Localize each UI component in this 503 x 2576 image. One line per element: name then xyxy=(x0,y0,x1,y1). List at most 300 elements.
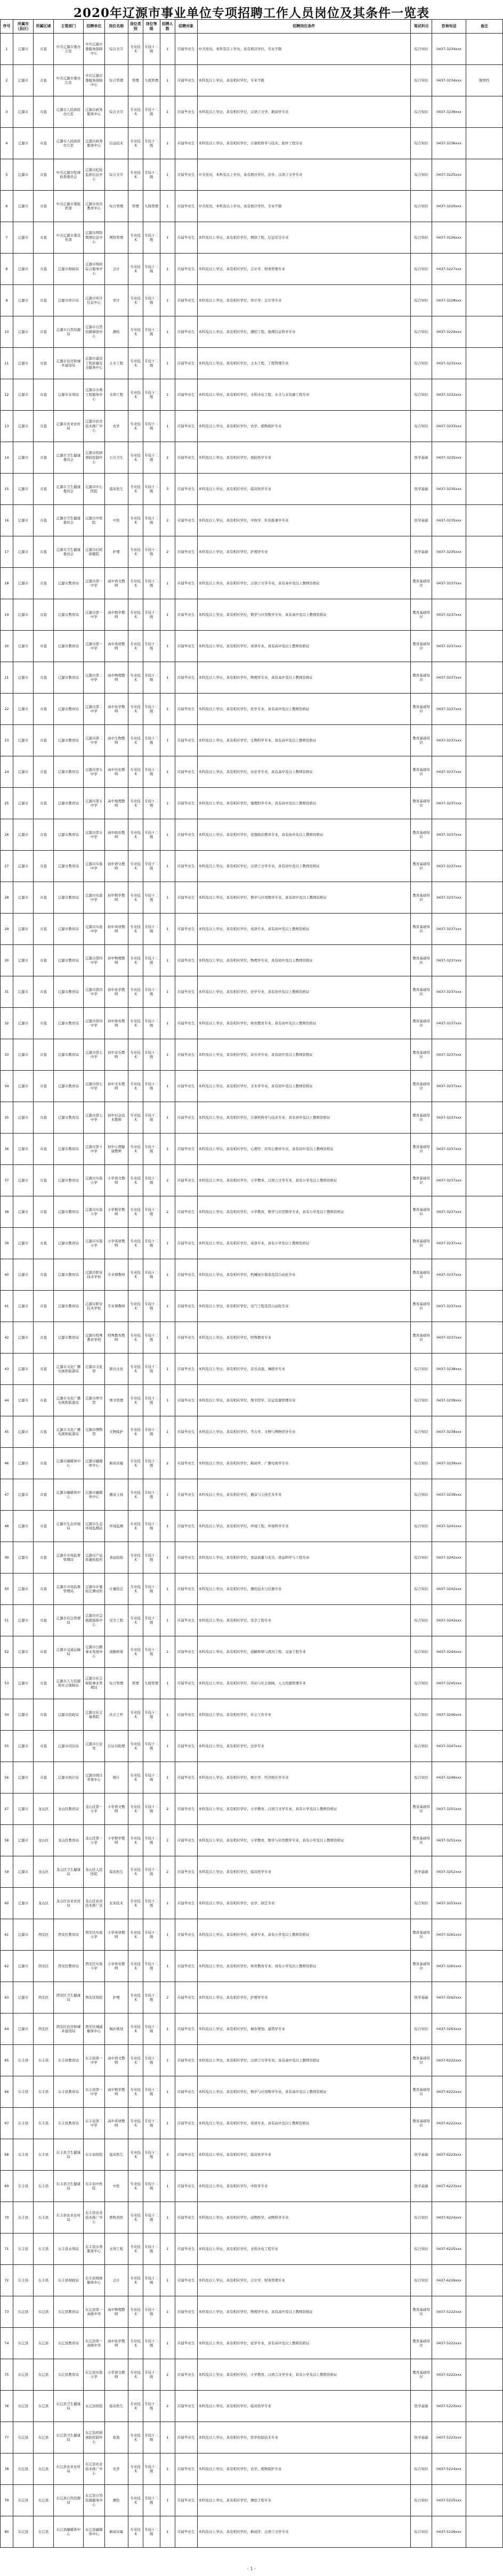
cell-city: 辽源市 xyxy=(13,222,34,253)
cell-area: 市直 xyxy=(34,1165,54,1196)
cell-unit: 辽源市实验小学 xyxy=(84,1165,105,1196)
cell-exam-subject: 教育基础知识 xyxy=(411,1071,432,1102)
cell-phone: 0437-3253xxx xyxy=(432,1888,466,1919)
cell-target: 应届毕业生 xyxy=(175,1039,198,1070)
cell-exam-subject: 教育基础知识 xyxy=(411,662,432,693)
cell-serial: 35 xyxy=(1,1102,13,1133)
cell-remark xyxy=(466,1228,503,1259)
cell-requirements: 中共党员，本科及以上学历，具有相应学位，专业不限 xyxy=(198,34,411,64)
cell-serial: 34 xyxy=(1,1071,13,1102)
cell-category: 专业技术 xyxy=(128,1982,143,2013)
cell-level: 专技十二级 xyxy=(143,316,160,347)
cell-city: 辽源市 xyxy=(13,568,34,599)
cell-phone: 0437-3235xxx xyxy=(432,505,466,536)
cell-requirements: 本科及以上学历，具有相应学位，心理学、应用心理学专业，具有初中及以上教师资格证 xyxy=(198,1134,411,1164)
cell-level: 专技十二级 xyxy=(143,2296,160,2327)
cell-phone: 0437-3236xxx xyxy=(432,128,466,159)
cell-requirements: 本科及以上学历，具有相应学位，汉语言文学、新闻学专业 xyxy=(198,96,411,127)
cell-requirements: 本科及以上学历，具有相应学位，英语专业，具有初中及以上教师资格证 xyxy=(198,914,411,944)
cell-exam-subject: 综合知识 xyxy=(411,1511,432,1542)
cell-department: 辽源市统计局 xyxy=(54,1762,84,1793)
cell-target: 应届毕业生 xyxy=(175,1699,198,1730)
table-row xyxy=(1,159,503,191)
cell-category: 专业技术 xyxy=(128,1448,143,1479)
cell-unit: 辽源市实验小学 xyxy=(84,1228,105,1259)
cell-exam-subject: 综合知识 xyxy=(411,2485,432,2516)
cell-category: 专业技术 xyxy=(128,285,143,316)
cell-exam-subject: 教育基础知识 xyxy=(411,1102,432,1133)
cell-count: 1 xyxy=(160,1605,175,1636)
cell-requirements: 本科及以上学历，具有相应学位，农学、植物保护专业 xyxy=(198,2453,411,2484)
cell-phone: 0437-3261xxx xyxy=(432,1951,466,1982)
cell-post: 初中化学教师 xyxy=(105,976,128,1007)
cell-count: 1 xyxy=(160,1102,175,1133)
cell-phone: 0437-6226xxx xyxy=(432,2265,466,2296)
table-row xyxy=(1,599,503,631)
cell-remark xyxy=(466,1668,503,1699)
cell-area: 市直 xyxy=(34,1762,54,1793)
cell-count: 1 xyxy=(160,1259,175,1290)
cell-target: 应届毕业生 xyxy=(175,2485,198,2516)
cell-remark xyxy=(466,1825,503,1856)
cell-post: 农业技术 xyxy=(105,1888,128,1919)
cell-target: 应届毕业生 xyxy=(175,1291,198,1322)
cell-count: 1 xyxy=(160,1574,175,1604)
cell-unit: 西安区医院 xyxy=(84,1982,105,2013)
cell-exam-subject: 综合知识 xyxy=(411,1605,432,1636)
cell-post: 高中政治教师 xyxy=(105,819,128,850)
cell-phone: 0437-6223xxx xyxy=(432,2139,466,2170)
table-row xyxy=(1,505,503,536)
cell-city: 辽源市 xyxy=(13,1825,34,1856)
cell-serial: 37 xyxy=(1,1165,13,1196)
cell-exam-subject: 综合知识 xyxy=(411,1762,432,1793)
cell-requirements: 中共党员，本科及以上学历，具有相应学位，法学、汉语言文学专业 xyxy=(198,159,411,190)
header-post: 岗位名称 xyxy=(105,20,128,33)
cell-remark xyxy=(466,1511,503,1542)
cell-count: 1 xyxy=(160,1291,175,1322)
cell-department: 辽源市教育局 xyxy=(54,1039,84,1070)
cell-area: 市直 xyxy=(34,1322,54,1353)
cell-unit: 辽源市实验中学 xyxy=(84,882,105,913)
cell-remark xyxy=(466,316,503,347)
cell-phone: 0437-3241xxx xyxy=(432,1511,466,1542)
cell-target: 应届毕业生 xyxy=(175,1134,198,1164)
cell-target: 应届毕业生 xyxy=(175,1322,198,1353)
cell-remark xyxy=(466,128,503,159)
cell-department: 辽源市教育局 xyxy=(54,631,84,662)
cell-category: 专业技术 xyxy=(128,1511,143,1542)
cell-requirements: 本科及以上学历，具有相应学位，小学教育、数学与应用数学专业，具有小学及以上教师资格证 xyxy=(198,1825,411,1856)
cell-unit: 西安区实验小学 xyxy=(84,1951,105,1982)
cell-post: 初中语文教师 xyxy=(105,851,128,882)
cell-category: 专业技术 xyxy=(128,1574,143,1604)
cell-phone: 0437-3237xxx xyxy=(432,631,466,662)
cell-department: 辽源市教育局 xyxy=(54,1134,84,1164)
cell-level: 九级管理 xyxy=(143,65,160,96)
cell-department: 龙山区农业农村局 xyxy=(54,1888,84,1919)
cell-serial: 67 xyxy=(1,2108,13,2139)
cell-post: 高中英语教师 xyxy=(105,2108,128,2139)
cell-target: 应届毕业生 xyxy=(175,694,198,724)
cell-area: 西安区 xyxy=(34,2013,54,2044)
cell-serial: 48 xyxy=(1,1511,13,1542)
cell-target: 应届毕业生 xyxy=(175,756,198,787)
table-row xyxy=(1,694,503,725)
table-row xyxy=(1,1071,503,1102)
cell-city: 东丰县 xyxy=(13,2202,34,2233)
cell-category: 专业技术 xyxy=(128,2233,143,2264)
cell-department: 辽源市市场监督管理局 xyxy=(54,1574,84,1604)
cell-unit: 龙山区农业技术推广站 xyxy=(84,1888,105,1919)
cell-unit: 辽源市公路事业发展中心 xyxy=(84,1636,105,1667)
cell-unit: 辽源市水利工程服务中心 xyxy=(84,379,105,410)
cell-unit: 辽源市第五中学 xyxy=(84,788,105,819)
cell-category: 专业技术 xyxy=(128,1731,143,1762)
table-row xyxy=(1,851,503,882)
cell-target: 应届毕业生 xyxy=(175,1071,198,1102)
cell-city: 辽源市 xyxy=(13,1636,34,1667)
cell-phone: 0437-3235xxx xyxy=(432,536,466,567)
cell-level: 专技十二级 xyxy=(143,1322,160,1353)
cell-remark xyxy=(466,34,503,64)
cell-serial: 66 xyxy=(1,2076,13,2107)
cell-remark xyxy=(466,819,503,850)
cell-unit: 辽源市第五中学 xyxy=(84,819,105,850)
table-row xyxy=(1,976,503,1008)
cell-level: 专技十二级 xyxy=(143,2453,160,2484)
cell-department: 西安区教育局 xyxy=(54,1951,84,1982)
cell-unit: 辽源市文化馆 xyxy=(84,1354,105,1384)
cell-count: 1 xyxy=(160,694,175,724)
cell-requirements: 本科及以上学历，具有相应学位，数学与应用数学专业，具有高中及以上教师资格证 xyxy=(198,2076,411,2107)
cell-level: 专技十二级 xyxy=(143,1825,160,1856)
cell-phone: 0437-3237xxx xyxy=(432,1322,466,1353)
cell-serial: 43 xyxy=(1,1354,13,1384)
cell-level: 九级管理 xyxy=(143,191,160,222)
cell-category: 专业技术 xyxy=(128,1416,143,1447)
cell-level: 专技十二级 xyxy=(143,474,160,504)
cell-count: 1 xyxy=(160,1762,175,1793)
table-row xyxy=(1,1605,503,1636)
cell-count: 1 xyxy=(160,411,175,442)
table-row xyxy=(1,2076,503,2108)
cell-department: 辽源市人民政府办公室 xyxy=(54,96,84,127)
cell-unit: 辽源市融媒体中心 xyxy=(84,1448,105,1479)
cell-phone: 0437-3237xxx xyxy=(432,1196,466,1227)
cell-remark xyxy=(466,379,503,410)
cell-post: 检验 xyxy=(105,2422,128,2453)
cell-exam-subject: 教育基础知识 xyxy=(411,2359,432,2390)
cell-post: 高中历史教师 xyxy=(105,756,128,787)
cell-area: 市直 xyxy=(34,1416,54,1447)
table-row xyxy=(1,379,503,411)
cell-area: 西安区 xyxy=(34,1919,54,1950)
cell-phone: 0437-3237xxx xyxy=(432,599,466,630)
cell-unit: 东辽县医院 xyxy=(84,2391,105,2422)
cell-requirements: 本科及以上学历，具有相应学位，体育教育专业，具有初中及以上教师资格证 xyxy=(198,1008,411,1039)
cell-remark xyxy=(466,2171,503,2202)
cell-post: 新闻采编 xyxy=(105,1448,128,1479)
cell-exam-subject: 医学基础 xyxy=(411,2139,432,2170)
cell-category: 专业技术 xyxy=(128,882,143,913)
cell-target: 应届毕业生 xyxy=(175,1542,198,1573)
cell-department: 辽源市教育局 xyxy=(54,914,84,944)
cell-remark xyxy=(466,2516,503,2547)
header-requirements: 招聘岗位条件 xyxy=(198,20,411,33)
cell-department: 辽源市市场监督管理局 xyxy=(54,1542,84,1573)
cell-area: 市直 xyxy=(34,474,54,504)
cell-remark xyxy=(466,96,503,127)
cell-unit: 辽源市中心医院 xyxy=(84,474,105,504)
cell-requirements: 本科及以上学历，具有相应学位，物理学专业，具有高中及以上教师资格证 xyxy=(198,2296,411,2327)
cell-count: 1 xyxy=(160,2045,175,2076)
cell-unit: 龙山区人民医院 xyxy=(84,1856,105,1887)
cell-serial: 5 xyxy=(1,159,13,190)
cell-department: 龙山区教育局 xyxy=(54,1825,84,1856)
table-row xyxy=(1,1951,503,1982)
cell-department: 辽源市教育局 xyxy=(54,1008,84,1039)
cell-category: 专业技术 xyxy=(128,128,143,159)
cell-department: 东辽县自然资源局 xyxy=(54,2485,84,2516)
cell-post: 初中心理健康教师 xyxy=(105,1134,128,1164)
cell-phone: 0437-3229xxx xyxy=(432,316,466,347)
cell-target: 应届毕业生 xyxy=(175,348,198,379)
cell-post: 群众文化 xyxy=(105,1354,128,1384)
table-row xyxy=(1,2108,503,2139)
cell-serial: 4 xyxy=(1,128,13,159)
cell-phone: 0437-3242xxx xyxy=(432,1542,466,1573)
cell-category: 专业技术 xyxy=(128,2453,143,2484)
cell-category: 专业技术 xyxy=(128,568,143,599)
cell-target: 应届毕业生 xyxy=(175,1794,198,1824)
cell-level: 专技十二级 xyxy=(143,1542,160,1573)
cell-target: 应届毕业生 xyxy=(175,1228,198,1259)
cell-area: 市直 xyxy=(34,1196,54,1227)
cell-count: 1 xyxy=(160,599,175,630)
cell-remark xyxy=(466,1071,503,1102)
table-row xyxy=(1,191,503,222)
cell-post: 统计 xyxy=(105,1762,128,1793)
table-row xyxy=(1,1416,503,1448)
table-row xyxy=(1,65,503,96)
cell-unit: 辽源市实验中学 xyxy=(84,851,105,882)
cell-city: 辽源市 xyxy=(13,819,34,850)
cell-remark xyxy=(466,694,503,724)
cell-exam-subject: 综合知识 xyxy=(411,411,432,442)
cell-post: 临床医生 xyxy=(105,1856,128,1887)
cell-exam-subject: 医学基础 xyxy=(411,442,432,473)
cell-phone: 0437-3234xxx xyxy=(432,34,466,64)
cell-area: 东丰县 xyxy=(34,2265,54,2296)
cell-category: 专业技术 xyxy=(128,379,143,410)
table-header-row xyxy=(1,20,503,34)
cell-target: 应届毕业生 xyxy=(175,882,198,913)
cell-unit: 辽源市应急救援指挥中心 xyxy=(84,1605,105,1636)
cell-city: 辽源市 xyxy=(13,694,34,724)
cell-target: 应届毕业生 xyxy=(175,1259,198,1290)
cell-area: 龙山区 xyxy=(34,1888,54,1919)
cell-post: 高中数学教师 xyxy=(105,599,128,630)
cell-post: 综合管理 xyxy=(105,65,128,96)
cell-remark xyxy=(466,914,503,944)
cell-count: 1 xyxy=(160,2171,175,2202)
cell-target: 应届毕业生 xyxy=(175,442,198,473)
cell-serial: 46 xyxy=(1,1448,13,1479)
cell-count: 1 xyxy=(160,1134,175,1164)
cell-category: 专业技术 xyxy=(128,474,143,504)
cell-unit: 东辽县实验小学 xyxy=(84,2359,105,2390)
cell-area: 市直 xyxy=(34,1448,54,1479)
cell-area: 西安区 xyxy=(34,1951,54,1982)
cell-area: 市直 xyxy=(34,945,54,976)
cell-level: 专技十二级 xyxy=(143,379,160,410)
cell-city: 辽源市 xyxy=(13,1982,34,2013)
cell-phone: 0437-5223xxx xyxy=(432,2391,466,2422)
cell-category: 专业技术 xyxy=(128,536,143,567)
cell-target: 应届毕业生 xyxy=(175,1919,198,1950)
cell-area: 市直 xyxy=(34,1605,54,1636)
cell-serial: 71 xyxy=(1,2233,13,2264)
cell-department: 辽源市文化广播电视和旅游局 xyxy=(54,1354,84,1384)
cell-level: 专技十二级 xyxy=(143,2391,160,2422)
cell-phone: 0437-3262xxx xyxy=(432,1982,466,2013)
cell-area: 市直 xyxy=(34,568,54,599)
cell-remark xyxy=(466,976,503,1007)
cell-requirements: 本科及以上学历，具有相应学位，临床医学专业 xyxy=(198,1856,411,1887)
cell-post: 综合管理 xyxy=(105,1668,128,1699)
table-row xyxy=(1,2202,503,2233)
cell-exam-subject: 综合知识 xyxy=(411,1479,432,1510)
cell-unit: 辽源市第一中学 xyxy=(84,631,105,662)
cell-area: 市直 xyxy=(34,1385,54,1416)
cell-requirements: 本科及以上学历，具有相应学位，英语专业，具有小学及以上教师资格证 xyxy=(198,1228,411,1259)
cell-exam-subject: 医学基础 xyxy=(411,2391,432,2422)
cell-serial: 58 xyxy=(1,1825,13,1856)
cell-area: 龙山区 xyxy=(34,1825,54,1856)
cell-remark xyxy=(466,1794,503,1824)
cell-phone: 0437-5226xxx xyxy=(432,2516,466,2547)
cell-unit: 西安区城建服务中心 xyxy=(84,2013,105,2044)
cell-level: 专技十二级 xyxy=(143,2359,160,2390)
cell-area: 市直 xyxy=(34,599,54,630)
cell-serial: 73 xyxy=(1,2296,13,2327)
cell-department: 辽源市卫生健康委员会 xyxy=(54,505,84,536)
table-row xyxy=(1,96,503,128)
cell-department: 辽源市农业农村局 xyxy=(54,411,84,442)
cell-requirements: 本科及以上学历，具有相应学位，英语专业，具有高中及以上教师资格证 xyxy=(198,2108,411,2139)
cell-level: 专技十二级 xyxy=(143,1291,160,1322)
cell-category: 专业技术 xyxy=(128,2045,143,2076)
cell-count: 2 xyxy=(160,2359,175,2390)
cell-level: 专技十二级 xyxy=(143,1762,160,1793)
table-row xyxy=(1,1699,503,1731)
cell-level: 专技十二级 xyxy=(143,2233,160,2264)
cell-category: 管理 xyxy=(128,191,143,222)
cell-department: 东丰县财政局 xyxy=(54,2265,84,2296)
cell-city: 东丰县 xyxy=(13,2076,34,2107)
cell-exam-subject: 综合知识 xyxy=(411,1731,432,1762)
cell-unit: 龙山区第一小学 xyxy=(84,1825,105,1856)
cell-phone: 0437-3248xxx xyxy=(432,1762,466,1793)
cell-phone: 0437-3251xxx xyxy=(432,1794,466,1824)
cell-remark xyxy=(466,1416,503,1447)
cell-serial: 53 xyxy=(1,1668,13,1699)
table-row xyxy=(1,34,503,65)
cell-target: 应届毕业生 xyxy=(175,851,198,882)
cell-category: 专业技术 xyxy=(128,411,143,442)
cell-count: 1 xyxy=(160,2328,175,2359)
cell-remark xyxy=(466,1479,503,1510)
cell-level: 专技十二级 xyxy=(143,1354,160,1384)
cell-city: 辽源市 xyxy=(13,285,34,316)
cell-target: 应届毕业生 xyxy=(175,159,198,190)
cell-city: 辽源市 xyxy=(13,411,34,442)
cell-count: 1 xyxy=(160,2202,175,2233)
cell-city: 辽源市 xyxy=(13,254,34,284)
cell-serial: 24 xyxy=(1,756,13,787)
cell-target: 应届毕业生 xyxy=(175,1731,198,1762)
cell-target: 应届毕业生 xyxy=(175,725,198,756)
cell-area: 市直 xyxy=(34,379,54,410)
cell-city: 东辽县 xyxy=(13,2516,34,2547)
cell-serial: 28 xyxy=(1,882,13,913)
cell-post: 小学语文教师 xyxy=(105,2359,128,2390)
cell-unit: 辽源市第五中学 xyxy=(84,756,105,787)
cell-department: 辽源市教育局 xyxy=(54,882,84,913)
cell-requirements: 本科及以上学历，具有相应学位，专业不限 xyxy=(198,65,411,96)
cell-city: 辽源市 xyxy=(13,159,34,190)
cell-remark xyxy=(466,2296,503,2327)
cell-target: 应届毕业生 xyxy=(175,945,198,976)
cell-city: 辽源市 xyxy=(13,1165,34,1196)
cell-department: 辽源市生态环境局 xyxy=(54,1511,84,1542)
cell-phone: 0437-3237xxx xyxy=(432,1039,466,1070)
cell-unit: 辽源市建设工程质量安全服务中心 xyxy=(84,348,105,379)
cell-department: 辽源市教育局 xyxy=(54,788,84,819)
cell-target: 应届毕业生 xyxy=(175,128,198,159)
cell-department: 中共辽源市委宣传部 xyxy=(54,222,84,253)
cell-exam-subject: 教育基础知识 xyxy=(411,2328,432,2359)
cell-level: 专技十二级 xyxy=(143,1102,160,1133)
cell-level: 专技十二级 xyxy=(143,2516,160,2547)
cell-requirements: 本科及以上学历，具有相应学位，音乐学专业，具有初中及以上教师资格证 xyxy=(198,1039,411,1070)
cell-level: 专技十二级 xyxy=(143,1699,160,1730)
cell-department: 西安区住房和城乡建设局 xyxy=(54,2013,84,2044)
cell-target: 应届毕业生 xyxy=(175,788,198,819)
header-category: 岗位类别 xyxy=(128,20,143,33)
cell-exam-subject: 教育基础知识 xyxy=(411,788,432,819)
cell-count: 1 xyxy=(160,851,175,882)
cell-post: 公证员助理 xyxy=(105,1731,128,1762)
cell-phone: 0437-3246xxx xyxy=(432,1699,466,1730)
cell-phone: 0437-3237xxx xyxy=(432,914,466,944)
cell-area: 市直 xyxy=(34,222,54,253)
cell-count: 1 xyxy=(160,2013,175,2044)
cell-target: 应届毕业生 xyxy=(175,2202,198,2233)
cell-category: 专业技术 xyxy=(128,442,143,473)
cell-phone: 0437-3227xxx xyxy=(432,254,466,284)
table-row xyxy=(1,316,503,348)
cell-serial: 54 xyxy=(1,1699,13,1730)
cell-post: 初中物理教师 xyxy=(105,945,128,976)
cell-city: 辽源市 xyxy=(13,1699,34,1730)
header-phone: 咨询电话 xyxy=(432,20,466,33)
cell-remark xyxy=(466,2391,503,2422)
cell-unit: 辽源市第四中学 xyxy=(84,976,105,1007)
cell-category: 专业技术 xyxy=(128,1479,143,1510)
cell-category: 专业技术 xyxy=(128,1888,143,1919)
